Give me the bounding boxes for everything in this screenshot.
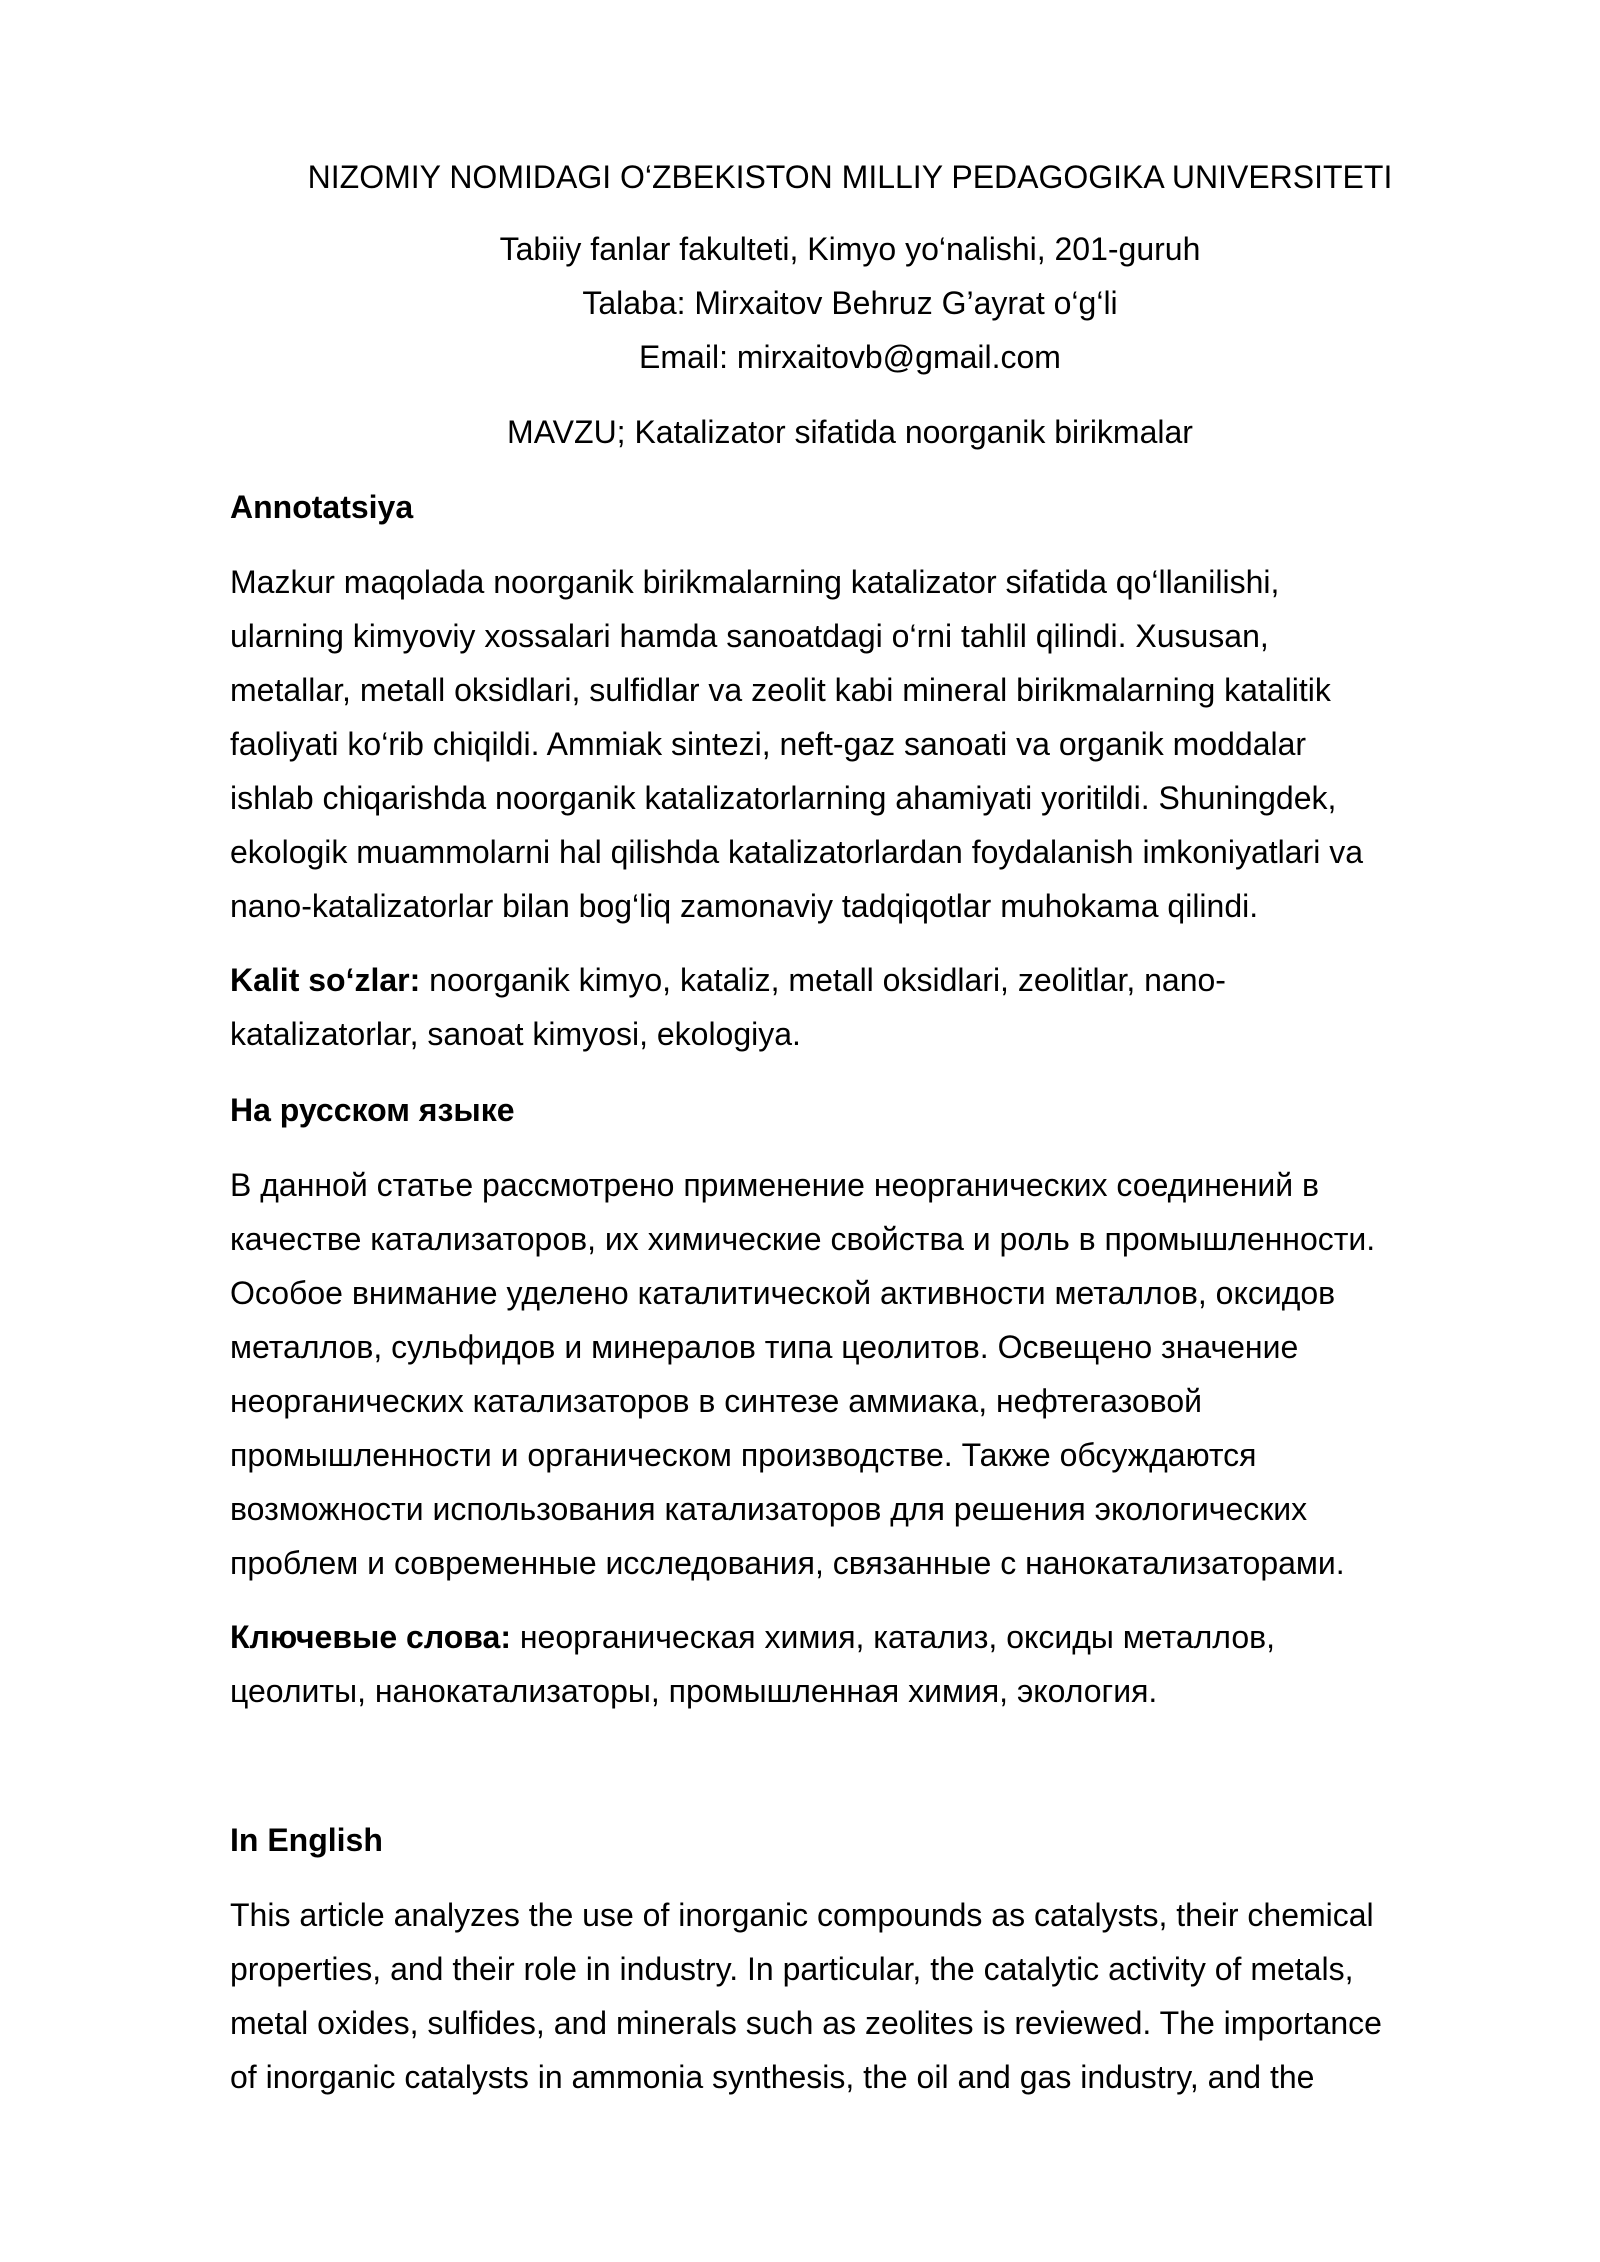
annotation-text-en — [230, 1888, 1470, 2104]
keywords-text-uz: noorganik kimyo, kataliz, metall oksidlari, zeolitlar, nano- — [420, 962, 1226, 998]
paragraph-line: неорганических катализаторов в синтезе аммиака, нефтегазовой — [230, 1383, 1202, 1419]
keywords-text-ru-cont: цеолиты, нанокатализаторы, промышленная химия, экология. — [230, 1673, 1158, 1709]
keywords-uz — [230, 953, 1470, 1061]
paragraph-line: промышленности и органическом производстве. Также обсуждаются — [230, 1437, 1257, 1473]
faculty-line: Tabiiy fanlar fakulteti, Kimyo yo‘nalishi, 201-guruh — [499, 231, 1201, 267]
annotation-heading-uz: Annotatsiya — [230, 489, 414, 525]
paragraph-line: ekologik muammolarni hal qilishda katalizatorlardan foydalanish imkoniyatlari va — [230, 834, 1363, 870]
paragraph-line: This article analyzes the use of inorganic compounds as catalysts, their chemical — [230, 1897, 1374, 1933]
email-line: Email: mirxaitovb@gmail.com — [639, 339, 1061, 375]
paragraph-line: nano-katalizatorlar bilan bog‘liq zamonaviy tadqiqotlar muhokama qilindi. — [230, 888, 1259, 924]
paragraph-line: ishlab chiqarishda noorganik katalizatorlarning ahamiyati yoritildi. Shuningdek, — [230, 780, 1337, 816]
paragraph-line: metal oxides, sulfides, and minerals such as zeolites is reviewed. The importance — [230, 2005, 1382, 2041]
paragraph-line: properties, and their role in industry. In particular, the catalytic activity of metals, — [230, 1951, 1354, 1987]
keywords-text-uz-cont: katalizatorlar, sanoat kimyosi, ekologiya. — [230, 1016, 801, 1052]
paragraph-line: проблем и современные исследования, связанные с нанокатализаторами. — [230, 1545, 1345, 1581]
paragraph-line: Mazkur maqolada noorganik birikmalarning katalizator sifatida qo‘llanilishi, — [230, 564, 1280, 600]
paragraph-line: Особое внимание уделено каталитической активности металлов, оксидов — [230, 1275, 1336, 1311]
student-line: Talaba: Mirxaitov Behruz G’ayrat o‘g‘li — [582, 285, 1118, 321]
keywords-text-ru: неорганическая химия, катализ, оксиды металлов, — [510, 1619, 1275, 1655]
university-name: NIZOMIY NOMIDAGI O‘ZBEKISTON MILLIY PEDAGOGIKA UNIVERSITETI — [307, 159, 1393, 195]
paragraph-line: металлов, сульфидов и минералов типа цеолитов. Освещено значение — [230, 1329, 1299, 1365]
annotation-text-uz — [230, 555, 1470, 933]
paragraph-line: ularning kimyoviy xossalari hamda sanoatdagi o‘rni tahlil qilindi. Xususan, — [230, 618, 1269, 654]
topic-title: MAVZU; Katalizator sifatida noorganik birikmalar — [507, 414, 1193, 450]
keywords-label-uz: Kalit so‘zlar: — [230, 962, 421, 998]
keywords-ru — [230, 1610, 1470, 1718]
annotation-heading-en: In English — [230, 1822, 383, 1858]
paragraph-line: faoliyati ko‘rib chiqildi. Ammiak sintezi, neft-gaz sanoati va organik moddalar — [230, 726, 1307, 762]
paragraph-line: возможности использования катализаторов для решения экологических — [230, 1491, 1308, 1527]
paragraph-line: metallar, metall oksidlari, sulfidlar va zeolit kabi mineral birikmalarning katalitik — [230, 672, 1331, 708]
paragraph-line: качестве катализаторов, их химические свойства и роль в промышленности. — [230, 1221, 1376, 1257]
annotation-text-ru — [230, 1158, 1470, 1590]
paragraph-line: of inorganic catalysts in ammonia synthesis, the oil and gas industry, and the — [230, 2059, 1315, 2095]
paragraph-line: В данной статье рассмотрено применение неорганических соединений в — [230, 1167, 1319, 1203]
keywords-label-ru: Ключевые слова: — [230, 1619, 511, 1655]
annotation-heading-ru: На русском языке — [230, 1092, 515, 1128]
author-info — [230, 222, 1470, 384]
